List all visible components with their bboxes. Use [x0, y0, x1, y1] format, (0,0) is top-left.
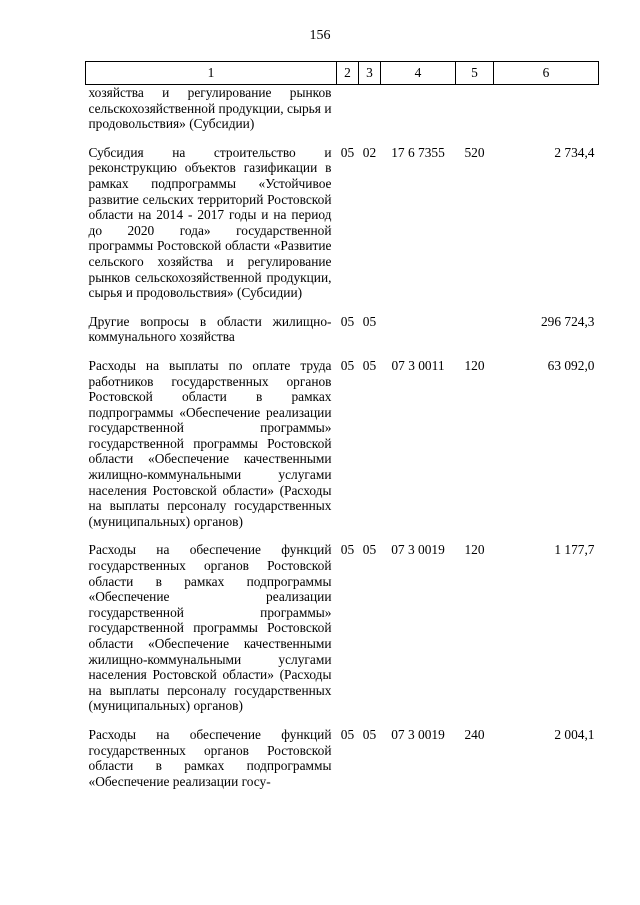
row-expense-type: 240: [464, 726, 485, 742]
row-subsection: 02: [362, 144, 377, 160]
table-row: [86, 85, 599, 145]
row-subsection: 05: [362, 726, 377, 742]
row-amount: 1 177,7: [554, 542, 595, 558]
row-section: 05: [340, 726, 355, 742]
row-section: 05: [340, 144, 355, 160]
page-number: 156: [309, 28, 331, 43]
row-description: Другие вопросы в области жилищно-коммунального хозяйства: [88, 313, 332, 345]
row-amount: 2 734,4: [554, 144, 595, 160]
header-cell-5: 5: [456, 62, 494, 85]
row-section: 05: [340, 313, 355, 329]
row-section: 05: [340, 357, 355, 373]
row-description: хозяйства и регулирование рынков сельскохозяйственной продукции, сырья и продовольствия» (Субсидии): [88, 85, 332, 132]
table-row: [86, 542, 599, 727]
row-section: [337, 85, 359, 145]
row-subsection: 05: [362, 357, 377, 373]
row-amount: 296 724,3: [540, 313, 595, 329]
budget-table: [85, 61, 599, 789]
row-subsection: 05: [362, 542, 377, 558]
row-section: 05: [340, 542, 355, 558]
row-description: Расходы на выплаты по оплате труда работников государственных органов Ростовской области в рамках подпрограммы «Обеспечение реализации государственной программы» государственной программы Ростовской области «Обеспечение качественными жилищно-коммунальными услугами населения Ростовской области» (Расходы на выплаты персоналу государственных (муниципальных) органов): [88, 357, 332, 529]
row-expense-type: 120: [464, 542, 485, 558]
table-row: [86, 727, 599, 789]
row-amount: 63 092,0: [547, 357, 595, 373]
row-target-article: 17 6 7355: [391, 144, 445, 160]
row-amount: 2 004,1: [554, 726, 595, 742]
row-description: Субсидия на строительство и реконструкцию объектов газификации в рамках подпрограммы «Устойчивое развитие сельских территорий Ростовской области на 2014 - 2017 годы и на период до 2020 года» государственной программы Ростовской области «Развитие сельского хозяйства и регулирование рынков сельскохозяйственной продукции, сырья и продовольствия» (Субсидии): [88, 144, 332, 301]
row-target-article: 07 3 0011: [391, 357, 445, 373]
row-subsection: 05: [362, 313, 377, 329]
table-row: [86, 145, 599, 314]
row-expense-type: 120: [464, 357, 485, 373]
row-target-article: 07 3 0019: [391, 542, 445, 558]
header-cell-1: 1: [86, 62, 337, 85]
header-cell-3: 3: [359, 62, 381, 85]
table-header: [86, 62, 599, 85]
row-expense-type: [456, 85, 494, 145]
row-description: Расходы на обеспечение функций государственных органов Ростовской области в рамках подпрограммы «Обеспечение реализации государственной программы» государственной программы Ростовской области «Обеспечение качественными жилищно-коммунальными услугами населения Ростовской области» (Расходы на выплаты персоналу государственных (муниципальных) органов): [88, 542, 332, 714]
row-amount: [494, 85, 599, 145]
table-row: [86, 358, 599, 543]
row-description: Расходы на обеспечение функций государственных органов Ростовской области в рамках подпрограммы «Обеспечение реализации госу-: [88, 726, 332, 789]
row-target-article: [381, 85, 456, 145]
row-expense-type: 520: [464, 144, 485, 160]
row-subsection: [359, 85, 381, 145]
row-target-article: 07 3 0019: [391, 726, 445, 742]
row-target-article: [381, 314, 456, 358]
header-cell-6: 6: [494, 62, 599, 85]
header-cell-4: 4: [381, 62, 456, 85]
table-row: [86, 314, 599, 358]
header-cell-2: 2: [337, 62, 359, 85]
row-expense-type: [456, 314, 494, 358]
